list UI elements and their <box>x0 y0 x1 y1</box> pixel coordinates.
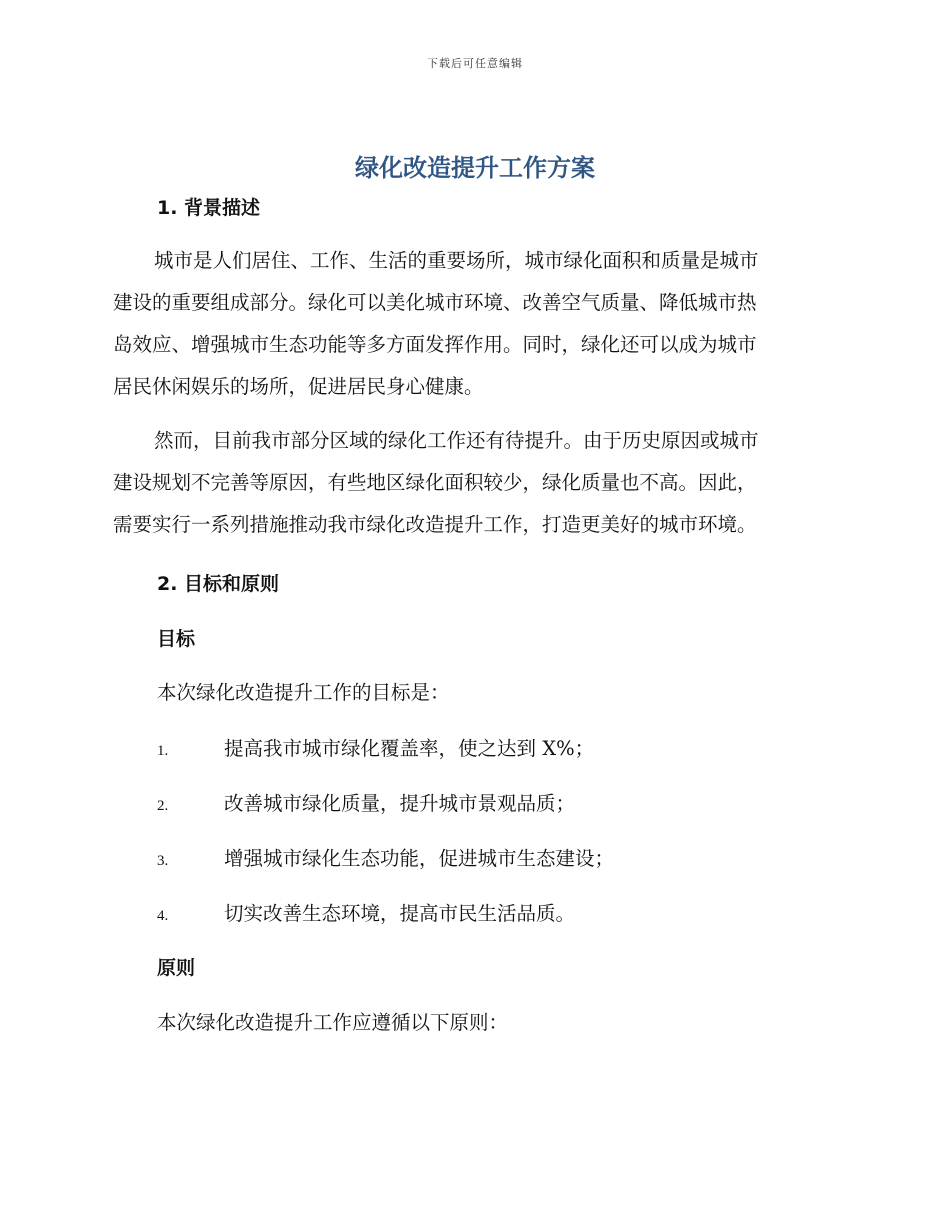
paragraph-line: 城市是人们居住、工作、生活的重要场所，城市绿化面积和质量是城市 <box>154 249 759 272</box>
list-item-text: 增强城市绿化生态功能，促进城市生态建设； <box>224 847 615 870</box>
list-item-number: 1. <box>157 743 169 759</box>
list-item-number: 4. <box>157 908 169 924</box>
list-item <box>157 843 837 871</box>
background-paragraph-2 <box>113 420 835 546</box>
list-item-text: 切实改善生态环境，提高市民生活品质。 <box>224 902 576 925</box>
page-header-note: 下载后可任意编辑 <box>427 57 523 70</box>
list-item-number: 3. <box>157 853 169 869</box>
paragraph-line: 然而，目前我市部分区域的绿化工作还有待提升。由于历史原因或城市 <box>154 429 759 452</box>
paragraph-line: 需要实行一系列措施推动我市绿化改造提升工作，打造更美好的城市环境。 <box>113 513 757 536</box>
list-item-text: 改善城市绿化质量，提升城市景观品质； <box>224 792 576 815</box>
paragraph-line: 岛效应、增强城市生态功能等多方面发挥作用。同时，绿化还可以成为城市 <box>113 333 757 356</box>
paragraph-line: 居民休闲娱乐的场所，促进居民身心健康。 <box>113 375 484 398</box>
background-paragraph-1 <box>113 240 835 408</box>
list-item-text: 提高我市城市绿化覆盖率，使之达到 X%； <box>224 737 595 760</box>
paragraph-line: 建设规划不完善等原因，有些地区绿化面积较少，绿化质量也不高。因此， <box>113 471 757 494</box>
list-item <box>157 788 837 816</box>
list-item-number: 2. <box>157 798 169 814</box>
section-heading-goals-principles: 2. 目标和原则 <box>157 573 280 595</box>
paragraph-line: 建设的重要组成部分。绿化可以美化城市环境、改善空气质量、降低城市热 <box>113 291 757 314</box>
document-title: 绿化改造提升工作方案 <box>355 154 595 182</box>
list-item <box>157 733 837 761</box>
principles-intro: 本次绿化改造提升工作应遵循以下原则： <box>157 1011 509 1034</box>
subheading-goals: 目标 <box>157 628 196 650</box>
goals-intro: 本次绿化改造提升工作的目标是： <box>157 681 450 704</box>
subheading-principles: 原则 <box>157 957 196 979</box>
section-heading-background: 1. 背景描述 <box>157 197 261 219</box>
list-item <box>157 898 837 926</box>
